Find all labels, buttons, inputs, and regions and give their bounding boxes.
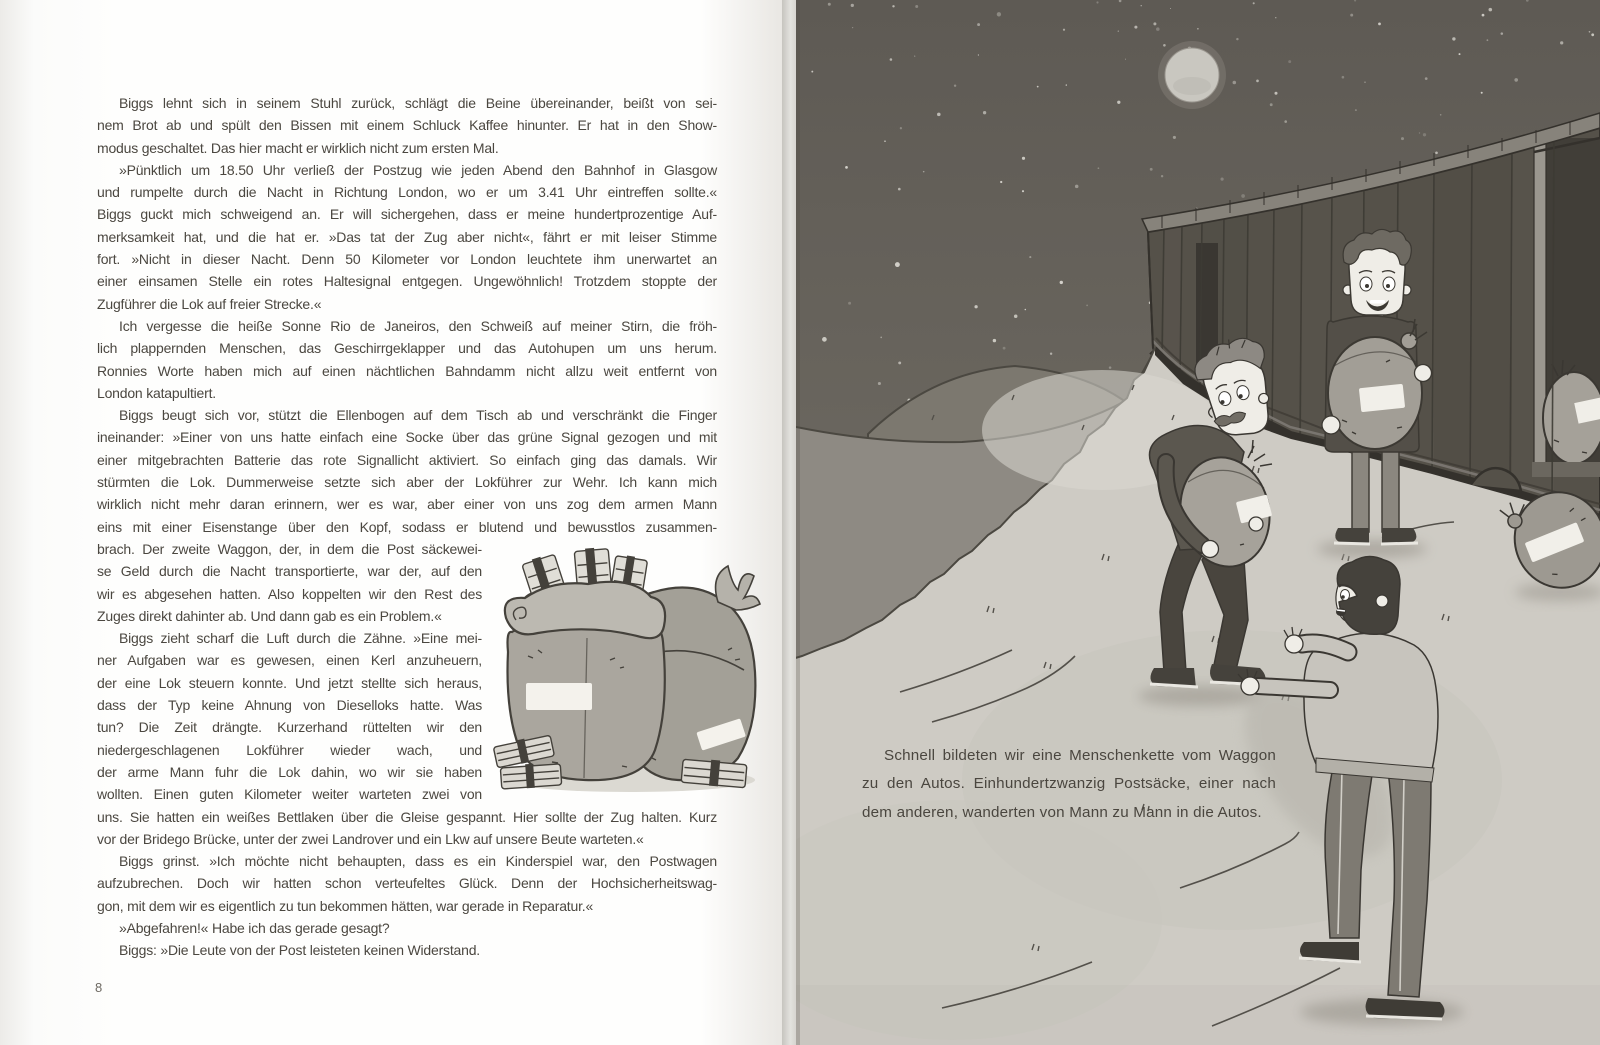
robber-head-smiling [1343,229,1411,315]
text-line: aufzubrechen. Doch wir hatten schon verteufeltes Glück. Denn der Hochsicherheitswag- [97,875,717,892]
text-line: niedergeschlagenen Lokführer wieder wach, und [97,741,482,758]
text-line: lich plappernden Menschen, das Geschirrgeklapper und das Autohupen um uns herum. [97,340,717,357]
illustration-caption [862,742,1276,827]
text-line: stürmten die Lok. Dummerweise setzte sich aber der Lokführer zur Wehr. Ich kann mich [97,474,717,491]
text-line: Zugführer die Lok auf freier Strecke.« [97,295,322,312]
text-line: ineinander: »Einer von uns hatte einfach eine Socke über das grüne Signal gezogen und mit [97,429,717,446]
text-line: Biggs zieht scharf die Luft durch die Zähne. »Eine mei- [119,630,482,647]
text-line: nem Brot ab und spült den Bissen mit einem Schluck Kaffee hinunter. Er hat in den Show- [97,117,717,134]
text-line: Ich vergesse die heiße Sonne Rio de Janeiros, den Schweiß auf meiner Stirn, die fröh- [119,317,717,334]
caption-line: zu den Autos. Einhundertzwanzig Postsäcke, einer nach [862,775,1276,793]
text-line: wirklich nicht mehr daran erinnern, wer es war, aber einer von uns zog dem armen Mann [97,496,717,513]
moon [1158,41,1226,109]
text-line: eins mit einer Eisenstange über den Kopf, sodass er blutend und bewusstlos zusammen- [97,518,717,535]
night-robbery-illustration [782,0,1600,1045]
caption-line: dem anderen, wanderten von Mann zu Mann in die Autos. [862,803,1262,821]
text-line: ner Aufgaben war es gewesen, einen Kerl anzuheuern, [97,652,482,669]
left-page [0,0,782,1045]
text-line: brach. Der zweite Waggon, der, in dem die Post säckewei- [97,540,482,557]
text-line: merksamkeit hat, und die hat er. »Das tat der Zug aber nicht«, fährt er mit leiser Stimme [97,228,717,245]
text-line: uns. Sie hatten ein weißes Bettlaken über die Gleise gespannt. Hier sollte der Zug halten. Kurz [97,808,717,825]
text-line: vor der Bridego Brücke, unter der zwei Landrover und ein Lkw auf unsere Beute warteten.« [97,830,644,847]
text-line: fort. »Nicht in dieser Nacht. Denn 50 Kilometer vor London leuchtete ihm unerwartet an [97,251,717,268]
text-line: und rumpelte durch die Nacht in Richtung London, wo er um 3.41 Uhr eintreffen sollte.« [97,184,717,201]
text-line: der arme Mann fuhr die Lok dahin, wo wir sie haben [97,763,482,780]
text-line: Biggs beugt sich vor, stützt die Ellenbogen auf dem Tisch ab und verschränkt die Finger [119,407,717,424]
text-line: Biggs: »Die Leute von der Post leisteten keinen Widerstand. [119,942,480,959]
page-number: 8 [95,980,103,995]
text-line: »Pünktlich um 18.50 Uhr verließ der Postzug wie jeden Abend den Bahnhof in Glasgow [119,161,717,178]
text-line: dass der Typ keine Ahnung von Dieselloks hatte. Was [97,697,482,714]
text-line: se Geld durch die Nacht transportierte, war der, auf den [97,563,482,580]
text-line: einer einsamen Stelle ein rotes Haltesignal entgegen. Ungewöhnlich! Trotzdem stoppte der [97,273,717,290]
text-line: einer mitgebrachten Batterie das rote Signallicht aktiviert. So einfach ging das damals. Wir [97,451,717,468]
text-line: Biggs guckt mich schweigend an. Er will sichergehen, dass er meine hundertprozentige Auf- [97,206,717,223]
text-line: Zuges direkt dahinter ab. Und dann gab es ein Problem.« [97,607,442,624]
text-line: gon, mit dem wir es eigentlich zu tun bekommen hätten, war gerade in Reparatur.« [97,897,594,914]
text-line: modus geschaltet. Das hier macht er wirklich nicht zum ersten Mal. [97,139,499,156]
text-line: Biggs lehnt sich in seinem Stuhl zurück, schlägt die Beine übereinander, beißt von sei- [119,95,717,111]
text-block-upper [97,92,717,538]
text-line: tun? Die Zeit drängte. Kurzerhand rüttelten wir den [97,719,482,736]
text-line: Ronnies Worte haben mich auf einen nächtlichen Bahndamm nicht allzu weit entfernt von [97,362,717,379]
text-line: Biggs grinst. »Ich möchte nicht behaupten, dass es ein Kinderspiel war, den Postwagen [119,853,717,870]
text-line: wollten. Einen guten Kilometer weiter warteten zwei von [97,786,482,803]
body-text [97,92,717,962]
text-line: »Abgefahren!« Habe ich das gerade gesagt? [119,919,390,936]
caption-line: Schnell bildeten wir eine Menschenkette vom Waggon [884,747,1276,764]
page-gutter [782,0,796,1045]
text-line: wir es abgesehen hatten. Also koppelten wir den Rest des [97,585,482,602]
text-line: London katapultiert. [97,384,216,401]
right-page [782,0,1600,1045]
text-line: der eine Lok steuern konnte. Und jetzt stellte sich heraus, [97,674,482,691]
mailbags-illustration [492,540,762,798]
